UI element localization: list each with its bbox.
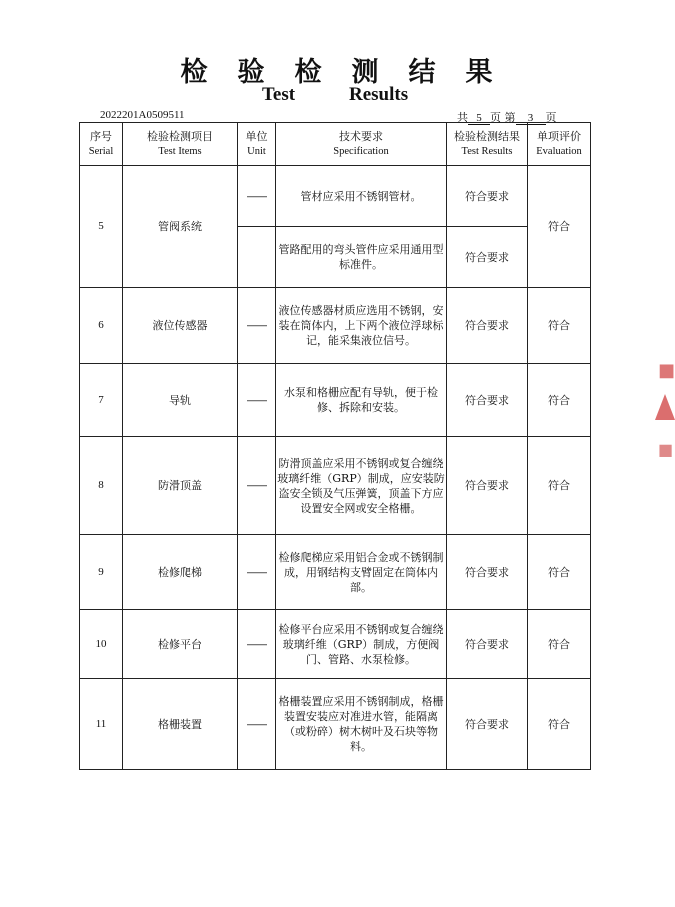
cell-specification: 管材应采用不锈钢管材。 [276,166,447,227]
cell-evaluation: 符合 [528,535,591,610]
table-row [80,166,591,227]
cell-serial: 9 [80,535,123,610]
cell-serial: 5 [80,166,123,288]
cell-test-result: 符合要求 [447,535,528,610]
cell-test-result: 符合要求 [447,610,528,679]
page-current: 3 [516,113,546,125]
cell-serial: 6 [80,288,123,364]
title-chinese: 检验检测结果 [180,57,523,88]
cell-test-item: 管阀系统 [123,166,238,288]
cell-test-result: 符合要求 [447,166,528,227]
cell-specification: 检修爬梯应采用铝合金或不锈钢制成，用钢结构支臂固定在筒体内部。 [276,535,447,610]
page-counter-prefix: 共 [457,111,468,124]
header-specification: 技术要求 Specification [276,123,447,166]
cell-unit: —— [238,610,276,679]
cell-evaluation: 符合 [528,679,591,770]
table-row [80,364,591,437]
cell-evaluation: 符合 [528,364,591,437]
cell-test-result: 符合要求 [447,227,528,288]
cell-serial: 7 [80,364,123,437]
header-unit: 单位 Unit [238,123,276,166]
cell-serial: 11 [80,679,123,770]
page-counter-mid: 页 第 [490,111,516,124]
cell-evaluation: 符合 [528,288,591,364]
results-table [79,122,591,770]
header-serial: 序号 Serial [80,123,123,166]
cell-evaluation: 符合 [528,437,591,535]
table-header-row [80,123,591,166]
cell-evaluation: 符合 [528,166,591,288]
cell-evaluation: 符合 [528,610,591,679]
cell-serial: 8 [80,437,123,535]
cell-unit: —— [238,679,276,770]
cell-specification: 格栅装置应采用不锈钢制成，格栅装置安装应对准进水管，能隔离（或粉碎）树木树叶及石块等物料。 [276,679,447,770]
header-test-items: 检验检测项目 Test Items [123,123,238,166]
report-number: 2022201A0509511 [100,109,185,121]
table-row [80,437,591,535]
cell-serial: 10 [80,610,123,679]
cell-test-item: 液位传感器 [123,288,238,364]
page-total: 5 [468,113,490,125]
cell-unit: —— [238,364,276,437]
stamp-star-icon [655,394,675,420]
title-english-results: Results [349,84,409,105]
cell-unit: —— [238,535,276,610]
cell-test-item: 导轨 [123,364,238,437]
header-evaluation: 单项评价 Evaluation [528,123,591,166]
cell-test-item: 防滑顶盖 [123,437,238,535]
cell-specification: 水泵和格栅应配有导轨，便于检修、拆除和安装。 [276,364,447,437]
cell-test-item: 检修爬梯 [123,535,238,610]
cell-specification: 防滑顶盖应采用不锈钢或复合缠绕玻璃纤维（GRP）制成，应安装防盗安全锁及气压弹簧，顶盖下方应设置安全网或安全格栅。 [276,437,447,535]
table-row [80,610,591,679]
cell-unit: —— [238,437,276,535]
cell-unit: —— [238,288,276,364]
cell-test-result: 符合要求 [447,437,528,535]
header-test-results: 检验检测结果 Test Results [447,123,528,166]
cell-test-result: 符合要求 [447,364,528,437]
table-row [80,679,591,770]
cell-specification: 液位传感器材质应选用不锈钢，安装在筒体内，上下两个液位浮球标记，能采集液位信号。 [276,288,447,364]
stamp-mark-top: ■ [658,360,675,381]
cell-unit: —— [238,166,276,227]
cell-specification: 管路配用的弯头管件应采用通用型标准件。 [276,227,447,288]
cell-test-item: 格栅装置 [123,679,238,770]
cell-test-result: 符合要求 [447,679,528,770]
cell-specification: 检修平台应采用不锈钢或复合缠绕玻璃纤维（GRP）制成，方便阀门、管路、水泵检修。 [276,610,447,679]
cell-unit [238,227,276,288]
stamp-mark-bottom: ■ [658,440,674,459]
table-row [80,535,591,610]
cell-test-item: 检修平台 [123,610,238,679]
seal-stamp-fragment [657,360,673,490]
page-counter-suffix: 页 [545,111,557,124]
table-row [80,288,591,364]
cell-test-result: 符合要求 [447,288,528,364]
title-english-test: Test [262,84,296,105]
